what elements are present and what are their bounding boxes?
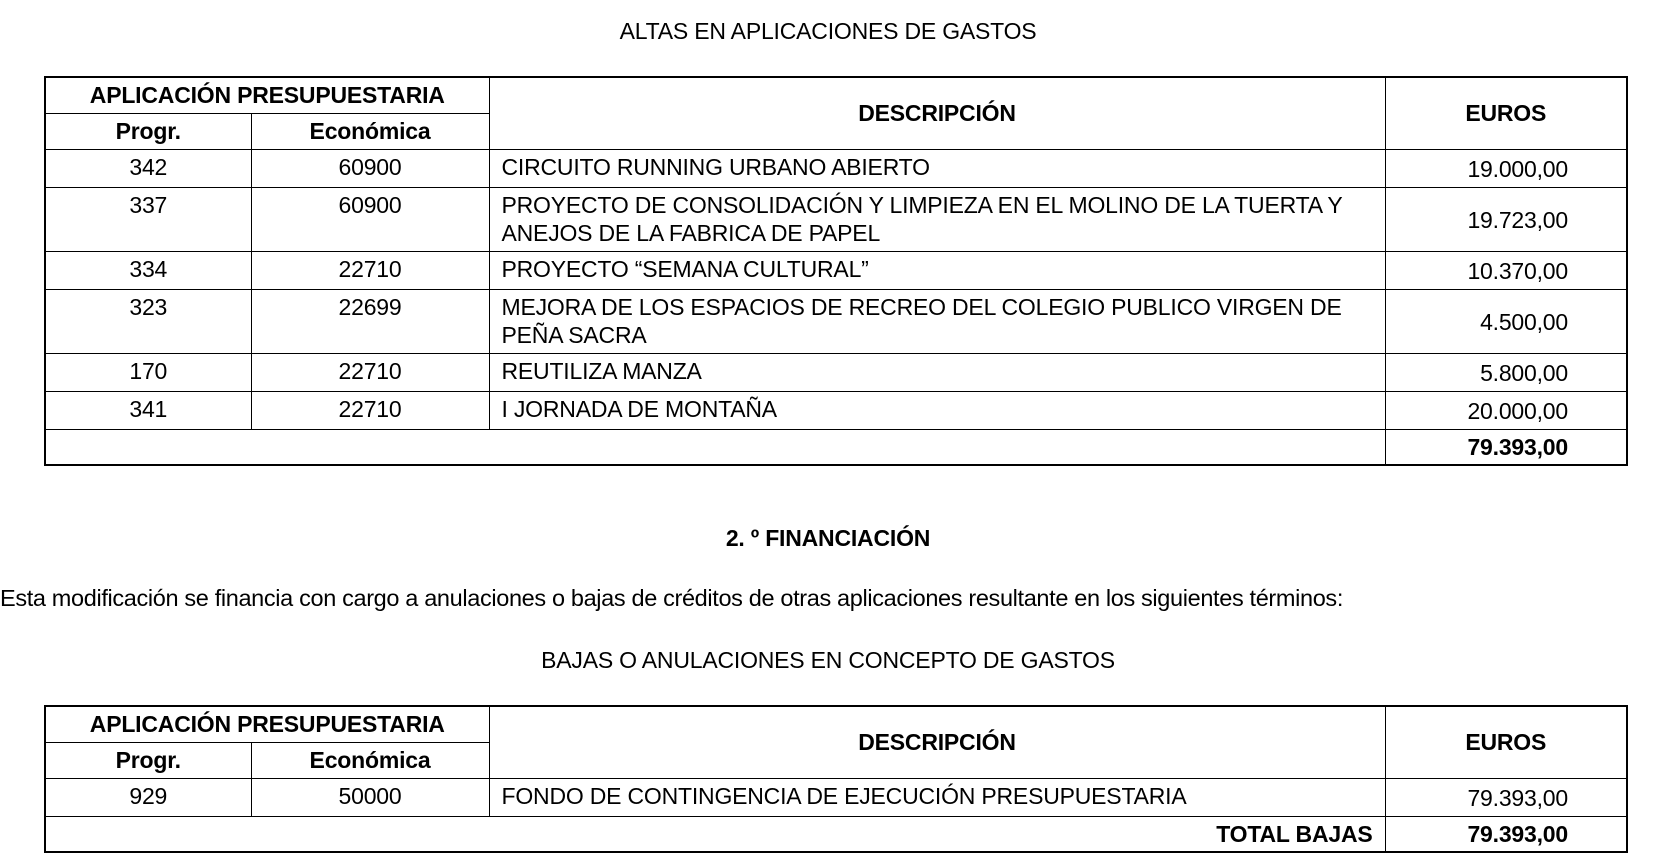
cell-economica: 22710: [251, 252, 489, 290]
cell-progr: 341: [45, 392, 251, 430]
total-bajas-label: TOTAL BAJAS: [45, 817, 1385, 853]
cell-economica: 50000: [251, 779, 489, 817]
header-progr: Progr.: [45, 743, 251, 779]
table-row: [45, 354, 1627, 392]
table-row: [45, 150, 1627, 188]
cell-euros: 5.800,00: [1385, 354, 1627, 392]
header-economica: Económica: [251, 743, 489, 779]
cell-progr: 170: [45, 354, 251, 392]
cell-descripcion: FONDO DE CONTINGENCIA DE EJECUCIÓN PRESUPUESTARIA: [489, 779, 1385, 817]
total-value: 79.393,00: [1385, 430, 1627, 466]
cell-economica: 60900: [251, 150, 489, 188]
cell-euros: 79.393,00: [1385, 779, 1627, 817]
table-row: [45, 252, 1627, 290]
table-row: [45, 779, 1627, 817]
header-descripcion: DESCRIPCIÓN: [489, 77, 1385, 150]
cell-descripcion: CIRCUITO RUNNING URBANO ABIERTO: [489, 150, 1385, 188]
cell-progr: 323: [45, 290, 251, 354]
header-economica: Económica: [251, 114, 489, 150]
cell-economica: 60900: [251, 188, 489, 252]
cell-economica: 22699: [251, 290, 489, 354]
financiacion-heading: 2. º FINANCIACIÓN: [725, 525, 931, 551]
header-aplicacion-presupuestaria: APLICACIÓN PRESUPUESTARIA: [45, 77, 489, 114]
total-label-cell: [45, 430, 1385, 466]
header-progr: Progr.: [45, 114, 251, 150]
cell-progr: 929: [45, 779, 251, 817]
header-aplicacion-presupuestaria: APLICACIÓN PRESUPUESTARIA: [45, 706, 489, 743]
header-descripcion: DESCRIPCIÓN: [489, 706, 1385, 779]
cell-progr: 342: [45, 150, 251, 188]
cell-economica: 22710: [251, 354, 489, 392]
cell-euros: 19.000,00: [1385, 150, 1627, 188]
altas-title: ALTAS EN APLICACIONES DE GASTOS: [619, 18, 1037, 44]
total-row: [45, 430, 1627, 466]
cell-descripcion: REUTILIZA MANZA: [489, 354, 1385, 392]
header-euros: EUROS: [1385, 77, 1627, 150]
total-row: [45, 817, 1627, 853]
altas-table: [44, 76, 1628, 466]
table-row: [45, 290, 1627, 354]
cell-euros: 20.000,00: [1385, 392, 1627, 430]
header-euros: EUROS: [1385, 706, 1627, 779]
financiacion-paragraph: Esta modificación se financia con cargo a anulaciones o bajas de créditos de otras aplicaciones resultante en los siguientes términos:: [0, 585, 1344, 611]
cell-descripcion: MEJORA DE LOS ESPACIOS DE RECREO DEL COLEGIO PUBLICO VIRGEN DE PEÑA SACRA: [489, 290, 1385, 354]
cell-descripcion: PROYECTO DE CONSOLIDACIÓN Y LIMPIEZA EN EL MOLINO DE LA TUERTA Y ANEJOS DE LA FABRICA DE PAPEL: [489, 188, 1385, 252]
cell-euros: 10.370,00: [1385, 252, 1627, 290]
table-row: [45, 188, 1627, 252]
cell-euros: 4.500,00: [1385, 290, 1627, 354]
cell-economica: 22710: [251, 392, 489, 430]
bajas-title: BAJAS O ANULACIONES EN CONCEPTO DE GASTOS: [541, 647, 1115, 673]
cell-descripcion: PROYECTO “SEMANA CULTURAL”: [489, 252, 1385, 290]
total-value: 79.393,00: [1385, 817, 1627, 853]
cell-euros: 19.723,00: [1385, 188, 1627, 252]
bajas-table: [44, 705, 1628, 853]
cell-progr: 334: [45, 252, 251, 290]
table-row: [45, 392, 1627, 430]
cell-descripcion: I JORNADA DE MONTAÑA: [489, 392, 1385, 430]
cell-progr: 337: [45, 188, 251, 252]
